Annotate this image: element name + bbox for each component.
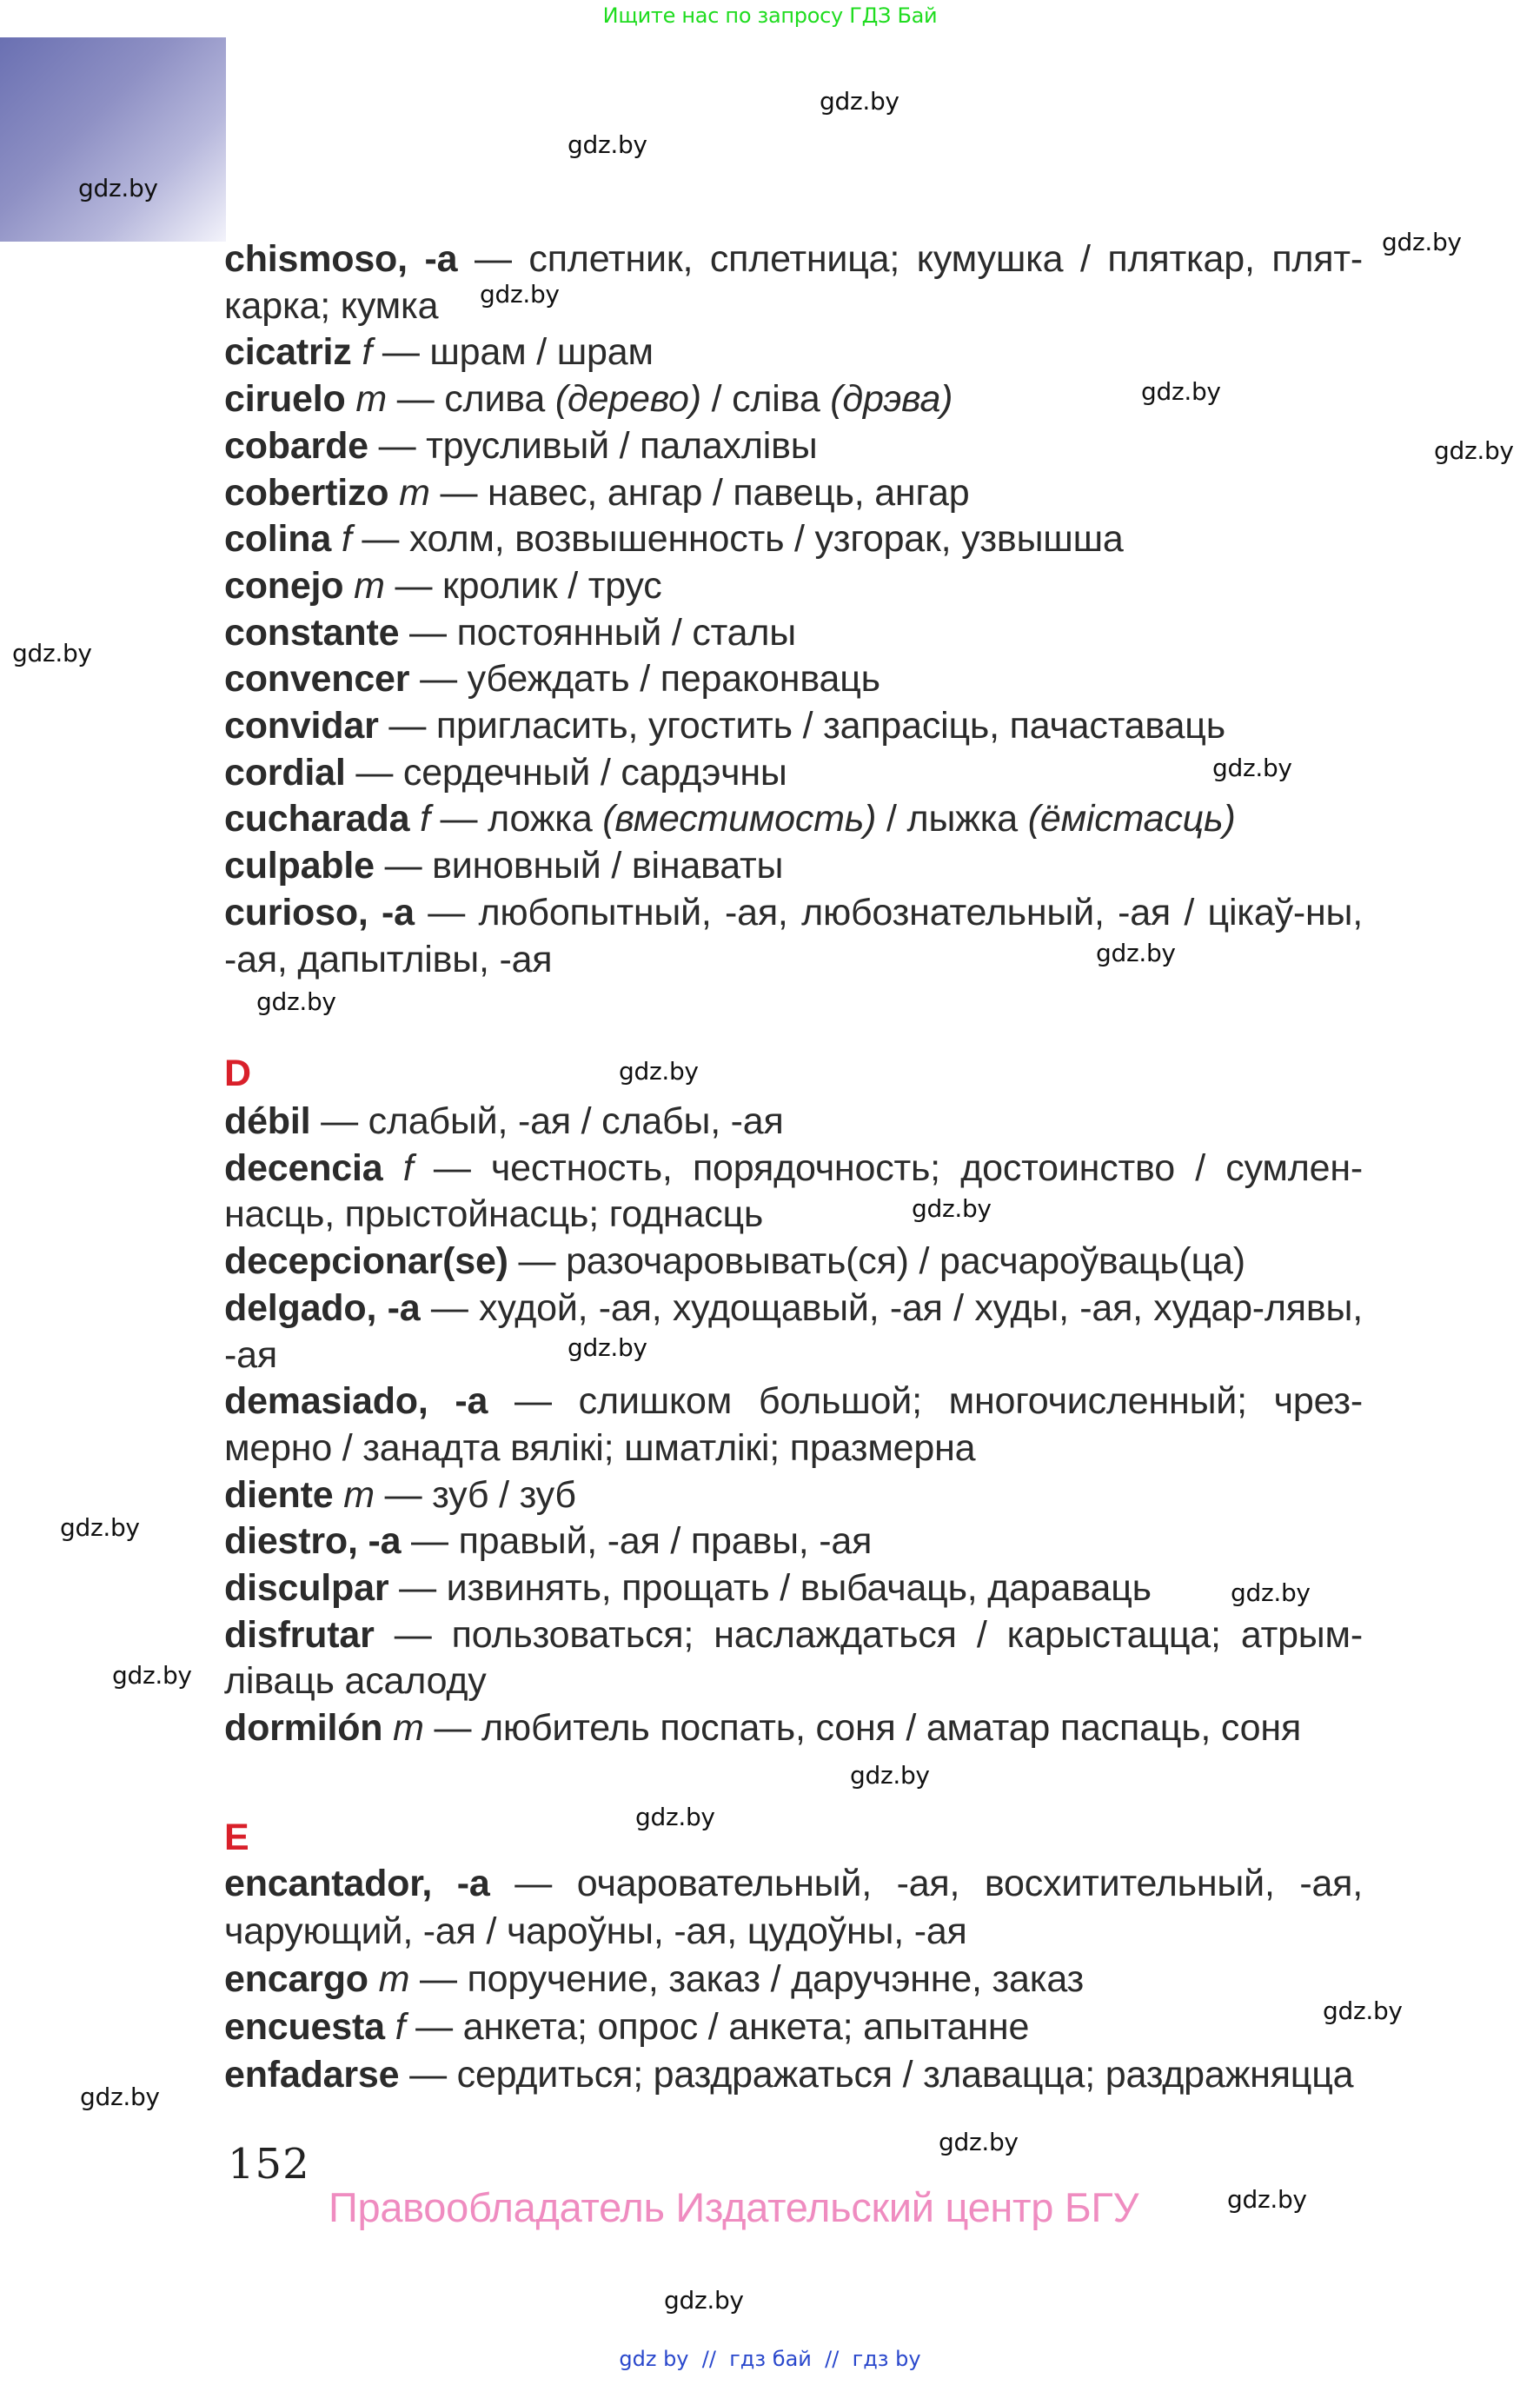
watermark: gdz.by [1227, 2185, 1307, 2214]
dictionary-entry [224, 236, 1363, 329]
gender-marker: f [395, 2006, 406, 2048]
definition: — худой, -ая, худощавый, -ая / худы, -ая, худар-лявы, -ая [224, 1286, 1363, 1376]
watermark: gdz.by [1323, 1996, 1403, 2025]
watermark: gdz.by [60, 1513, 140, 1542]
watermark: gdz.by [256, 987, 336, 1016]
headword: cucharada [224, 798, 410, 840]
definition: — сплетник, сплетница; кумушка / пляткар, плят-карка; кумка [224, 238, 1364, 327]
search-banner: Ищите нас по запросу ГДЗ Бай [602, 3, 938, 28]
definition: — кролик / трус [395, 564, 662, 607]
definition: — холм, возвышенность / узгорак, узвышша [362, 518, 1124, 561]
watermark: gdz.by [1382, 228, 1462, 256]
headword: decencia [224, 1146, 383, 1189]
usage-note: (дрэва) [830, 378, 953, 421]
headword: chismoso, -a [224, 238, 458, 280]
gender-marker: m [399, 471, 430, 514]
watermark: gdz.by [1212, 754, 1292, 782]
dictionary-entry [224, 656, 1363, 703]
gender-marker: m [355, 378, 387, 421]
definition: — слабый, -ая / слабы, -ая [321, 1100, 784, 1142]
gender-marker: f [341, 518, 352, 561]
dictionary-entry [224, 329, 1363, 376]
dictionary-entry [224, 470, 1363, 517]
dictionary-entry [224, 1518, 1363, 1565]
headword: diente [224, 1473, 334, 1516]
definition: — убеждать / пераконваць [420, 658, 880, 701]
dictionary-entry [224, 1565, 1363, 1612]
definition: — зуб / зуб [384, 1473, 576, 1516]
watermark: gdz.by [939, 2128, 1019, 2156]
gender-marker: f [402, 1146, 414, 1189]
dictionary-entry [224, 890, 1363, 983]
headword: culpable [224, 845, 375, 887]
headword: cobarde [224, 424, 368, 467]
corner-decoration [0, 37, 226, 242]
dictionary-section-e [224, 1860, 1363, 2099]
definition: — анкета; опрос / анкета; апытанне [415, 2006, 1030, 2048]
definition: — очаровательный, -ая, восхитительный, -ая, чарующий, -ая / чароўны, -ая, цудоўны, -ая [224, 1863, 1364, 1952]
dictionary-section-c [224, 236, 1363, 983]
dictionary-entry [224, 1379, 1363, 1472]
headword: dormilón [224, 1707, 383, 1750]
headword: convencer [224, 658, 410, 701]
gender-marker: m [354, 564, 385, 607]
watermark: gdz.by [12, 639, 92, 668]
headword: encargo [224, 1958, 368, 2000]
watermark: gdz.by [850, 1761, 930, 1790]
definition: — ложка [429, 798, 603, 840]
dictionary-entry [224, 1099, 1363, 1146]
headword: delgado, -a [224, 1286, 421, 1329]
dictionary-entry [224, 1860, 1363, 1956]
watermark: gdz.by [1434, 436, 1514, 465]
definition: — слишком большой; многочисленный; чрез-мерно / занадта вялікі; шматлікі; празмерна [224, 1380, 1363, 1469]
definition: — разочаровывать(ся) / расчароўваць(ца) [518, 1240, 1245, 1283]
dictionary-entry [224, 796, 1363, 843]
watermark: gdz.by [820, 87, 899, 116]
headword: constante [224, 611, 400, 654]
gender-marker: f [420, 798, 430, 840]
gender-marker: m [378, 1958, 410, 2000]
definition: — навес, ангар / павець, ангар [440, 471, 970, 514]
headword: cobertizo [224, 471, 389, 514]
headword: cordial [224, 751, 346, 794]
dictionary-entry [224, 516, 1363, 563]
headword: diestro, -a [224, 1520, 402, 1563]
watermark: gdz.by [112, 1661, 192, 1690]
dictionary-entry [224, 843, 1363, 890]
headword: disfrutar [224, 1613, 375, 1656]
definition: — честность, порядочность; достоинство / сумлен-насць, прыстойнасць; годнасць [224, 1146, 1364, 1236]
definition: — пригласить, угостить / запрасіць, пачаставаць [388, 705, 1225, 747]
headword: convidar [224, 705, 379, 747]
definition: — правый, -ая / правы, -ая [411, 1520, 873, 1563]
page-number: 152 [228, 2140, 310, 2189]
footer-links[interactable]: gdz by // гдз бай // гдз by [619, 2347, 921, 2371]
headword: disculpar [224, 1567, 389, 1610]
definition: / лыжка [876, 798, 1028, 840]
definition: — любитель поспать, соня / аматар паспаць, соня [434, 1707, 1302, 1750]
dictionary-entry [224, 750, 1363, 797]
headword: enfadarse [224, 2054, 400, 2096]
watermark: gdz.by [1231, 1578, 1311, 1607]
dictionary-entry [224, 703, 1363, 750]
watermark: gdz.by [1096, 939, 1176, 967]
gender-marker: m [393, 1707, 424, 1750]
watermark: gdz.by [619, 1057, 699, 1086]
gender-marker: m [343, 1473, 375, 1516]
dictionary-entry [224, 563, 1363, 610]
definition: — шрам / шрам [382, 331, 654, 374]
headword: cicatriz [224, 331, 352, 374]
definition: — извинять, прощать / выбачаць, дараваць [399, 1567, 1152, 1610]
usage-note: (дерево) [554, 378, 701, 421]
headword: débil [224, 1100, 311, 1142]
definition: — сердиться; раздражаться / злавацца; раздражняцца [409, 2054, 1354, 2096]
definition: — пользоваться; наслаждаться / карыстацца; атрым-ліваць асалоду [224, 1613, 1363, 1703]
headword: colina [224, 518, 332, 561]
dictionary-entry [224, 2003, 1363, 2051]
definition: — постоянный / сталы [409, 611, 796, 654]
dictionary-entry [224, 2051, 1363, 2099]
definition: — сердечный / сардэчны [355, 751, 787, 794]
dictionary-entry [224, 1146, 1363, 1239]
headword: decepcionar(se) [224, 1240, 508, 1283]
letter-heading-e: E [224, 1817, 249, 1858]
dictionary-entry [224, 423, 1363, 470]
headword: demasiado, -a [224, 1380, 488, 1423]
watermark: gdz.by [1141, 377, 1221, 406]
watermark: gdz.by [568, 1333, 647, 1362]
copyright-notice: Правообладатель Издательский центр БГУ [329, 2184, 1139, 2230]
dictionary-entry [224, 1956, 1363, 2003]
definition: — слива [386, 378, 555, 421]
definition: — поручение, заказ / даручэнне, заказ [420, 1958, 1085, 2000]
headword: curioso, -a [224, 891, 415, 933]
headword: ciruelo [224, 378, 346, 421]
headword: encuesta [224, 2006, 385, 2048]
dictionary-entry [224, 1705, 1363, 1752]
watermark: gdz.by [635, 1803, 715, 1831]
gender-marker: f [362, 331, 373, 374]
watermark: gdz.by [80, 2083, 160, 2111]
dictionary-entry [224, 1239, 1363, 1286]
dictionary-entry [224, 1286, 1363, 1379]
dictionary-entry [224, 1472, 1363, 1519]
headword: encantador, -a [224, 1863, 490, 1904]
watermark: gdz.by [568, 130, 647, 159]
definition: — трусливый / палахлівы [378, 424, 818, 467]
dictionary-entry [224, 1612, 1363, 1705]
watermark: gdz.by [664, 2286, 744, 2315]
definition: — виновный / вінаваты [384, 845, 784, 887]
definition: / сліва [700, 378, 831, 421]
dictionary-section-d [224, 1099, 1363, 1752]
definition: — любопытный, -ая, любознательный, -ая / цікаў-ны, -ая, дапытлівы, -ая [224, 891, 1363, 980]
letter-heading-d: D [224, 1053, 252, 1094]
watermark: gdz.by [912, 1194, 992, 1223]
usage-note: (ёмістасць) [1027, 798, 1236, 840]
dictionary-entry [224, 610, 1363, 657]
watermark: gdz.by [78, 174, 158, 203]
usage-note: (вместимость) [602, 798, 877, 840]
watermark: gdz.by [480, 280, 560, 309]
headword: conejo [224, 564, 344, 607]
